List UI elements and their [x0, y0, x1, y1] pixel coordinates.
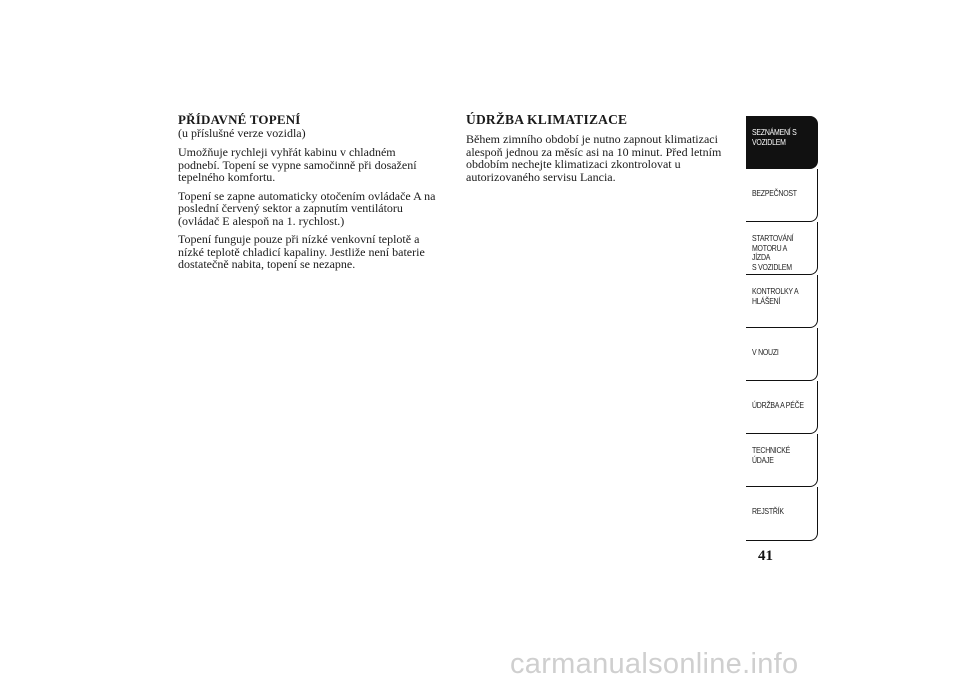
tab-technical-data[interactable]: TECHNICKÉ ÚDAJE [746, 434, 818, 487]
tab-emergency[interactable]: V NOUZI [746, 328, 818, 381]
chapter-tabs [746, 116, 818, 541]
section-title-ac-maintenance: ÚDRŽBA KLIMATIZACE [466, 112, 628, 127]
section-title-auxiliary-heater: PŘÍDAVNÉ TOPENÍ [178, 112, 301, 127]
paragraph-1: Umožňuje rychleji vyhřát kabinu v chladném podnebí. Topení se vypne samočinně při dosažení tepelného komfortu. [178, 145, 417, 184]
watermark: carmanualsonline.info [510, 648, 799, 680]
paragraph-3: Topení funguje pouze při nízké venkovní teplotě a nízké teplotě chladicí kapaliny. Jestliže není baterie dostatečně nabita, topení se nezapne. [178, 232, 425, 271]
paragraph-2: Topení se zapne automaticky otočením ovládače A na poslední červený sektor a zapnutím ventilátoru (ovládač E alespoň na 1. rychlost.) [178, 188, 436, 228]
left-column [178, 112, 453, 277]
section-subtitle: (u příslušné verze vozidla) [178, 126, 306, 140]
tab-safety[interactable]: BEZPEČNOST [746, 169, 818, 222]
tab-starting-and-driving[interactable]: STARTOVÁNÍ MOTORU A JÍZDA S VOZIDLEM [746, 222, 818, 275]
right-column [466, 112, 741, 189]
page-number: 41 [758, 548, 773, 564]
tab-index[interactable]: REJSTŘÍK [746, 487, 818, 541]
tab-getting-to-know-vehicle[interactable]: SEZNÁMENÍ S VOZIDLEM [746, 116, 818, 169]
tab-maintenance[interactable]: ÚDRŽBA A PÉČE [746, 381, 818, 434]
tab-warning-lights[interactable]: KONTROLKY A HLÁŠENÍ [746, 275, 818, 328]
paragraph-ac: Během zimního období je nutno zapnout klimatizaci alespoň jednou za měsíc asi na 10 minut. Před letním obdobím nechejte klimatizaci zkontrolovat u autorizovaného servisu Lancia. [466, 132, 722, 184]
